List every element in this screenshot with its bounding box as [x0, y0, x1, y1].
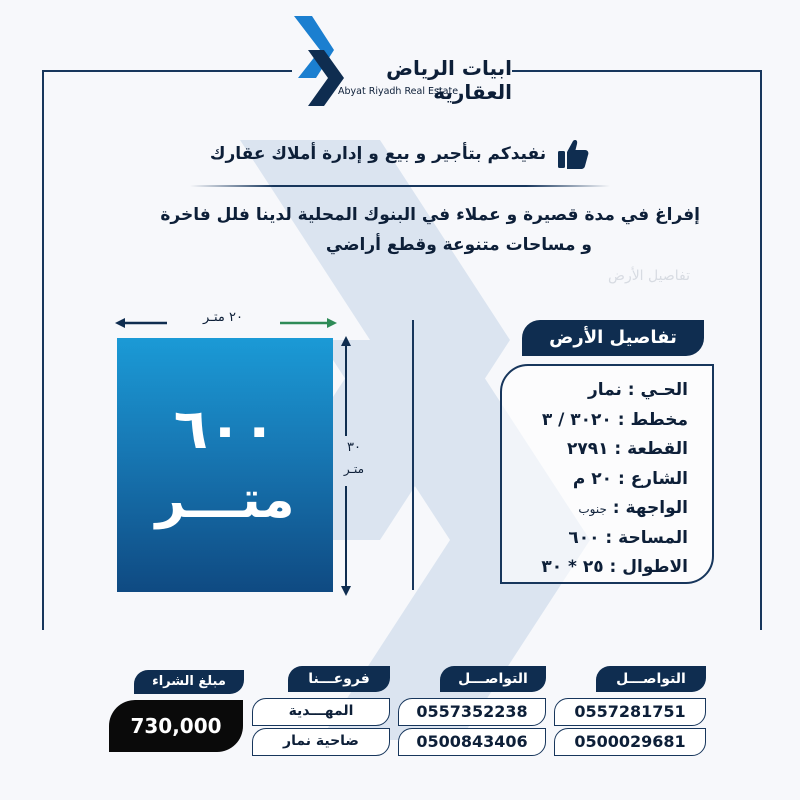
- details-title: تفاصيل الأرض: [522, 320, 704, 356]
- contact2-header: التواصـــل: [440, 666, 546, 692]
- services-banner: [200, 136, 600, 172]
- brand-name-arabic: ابيات الرياض العقارية: [386, 56, 512, 104]
- vertical-divider: [412, 320, 414, 590]
- branch-item-2: ضاحية نمار: [252, 728, 390, 756]
- frame-line-top-left: [42, 70, 292, 72]
- frame-line-top-right: [512, 70, 762, 72]
- price-header: مبلغ الشراء: [134, 670, 244, 694]
- frame-line-right: [760, 70, 762, 630]
- plot-area-box: [117, 338, 333, 592]
- watermark-text: تفاصيل الأرض: [608, 268, 690, 284]
- detail-row-parcel: القطعة : ٢٧٩١: [566, 439, 688, 459]
- description-line-2: و مساحات متنوعة وقطع أراضي: [325, 235, 592, 255]
- detail-row-plan: مخطط : ٣٠٢٠ / ٣: [541, 409, 688, 430]
- detail-row-facade: الواجهة : جنوب: [578, 498, 688, 518]
- height-label-unit: متـر: [343, 462, 365, 476]
- branches-header: فروعـــنا: [288, 666, 390, 692]
- description-line-1: إفراغ في مدة قصيرة و عملاء في البنوك المحلية لدينا فلل فاخرة: [160, 205, 700, 225]
- branch-item-1: المهـــدية: [252, 698, 390, 726]
- contact2-phone-2[interactable]: 0500843406: [398, 728, 546, 756]
- contact1-header: التواصـــل: [596, 666, 706, 692]
- detail-row-district: الحـي : نمار: [587, 380, 688, 400]
- brand-name-english: Abyat Riyadh Real Estate: [338, 86, 459, 97]
- detail-row-dimensions: الاطوال : ٢٥ * ٣٠: [541, 557, 688, 577]
- details-list: [510, 376, 688, 583]
- description: [90, 200, 700, 260]
- detail-row-street: الشارع : ٢٠ م: [572, 468, 688, 489]
- plot-area-number: ٦٠٠: [173, 397, 277, 462]
- contact1-phone-2[interactable]: 0500029681: [554, 728, 706, 756]
- height-label-number: ٣٠: [347, 440, 361, 455]
- detail-row-area: المساحة : ٦٠٠: [568, 527, 688, 548]
- price-value: 730,000: [109, 700, 243, 752]
- width-label: ٢٠ متـر: [203, 310, 243, 325]
- frame-line-left: [42, 70, 44, 630]
- thumbs-up-icon: [556, 137, 590, 171]
- contact2-phone-1[interactable]: 0557352238: [398, 698, 546, 726]
- contact1-phone-1[interactable]: 0557281751: [554, 698, 706, 726]
- plot-area-unit: متـــر: [155, 470, 295, 530]
- services-text: نفيدكم بتأجير و بيع و إدارة أملاك عقارك: [209, 144, 547, 164]
- services-divider: [190, 185, 610, 187]
